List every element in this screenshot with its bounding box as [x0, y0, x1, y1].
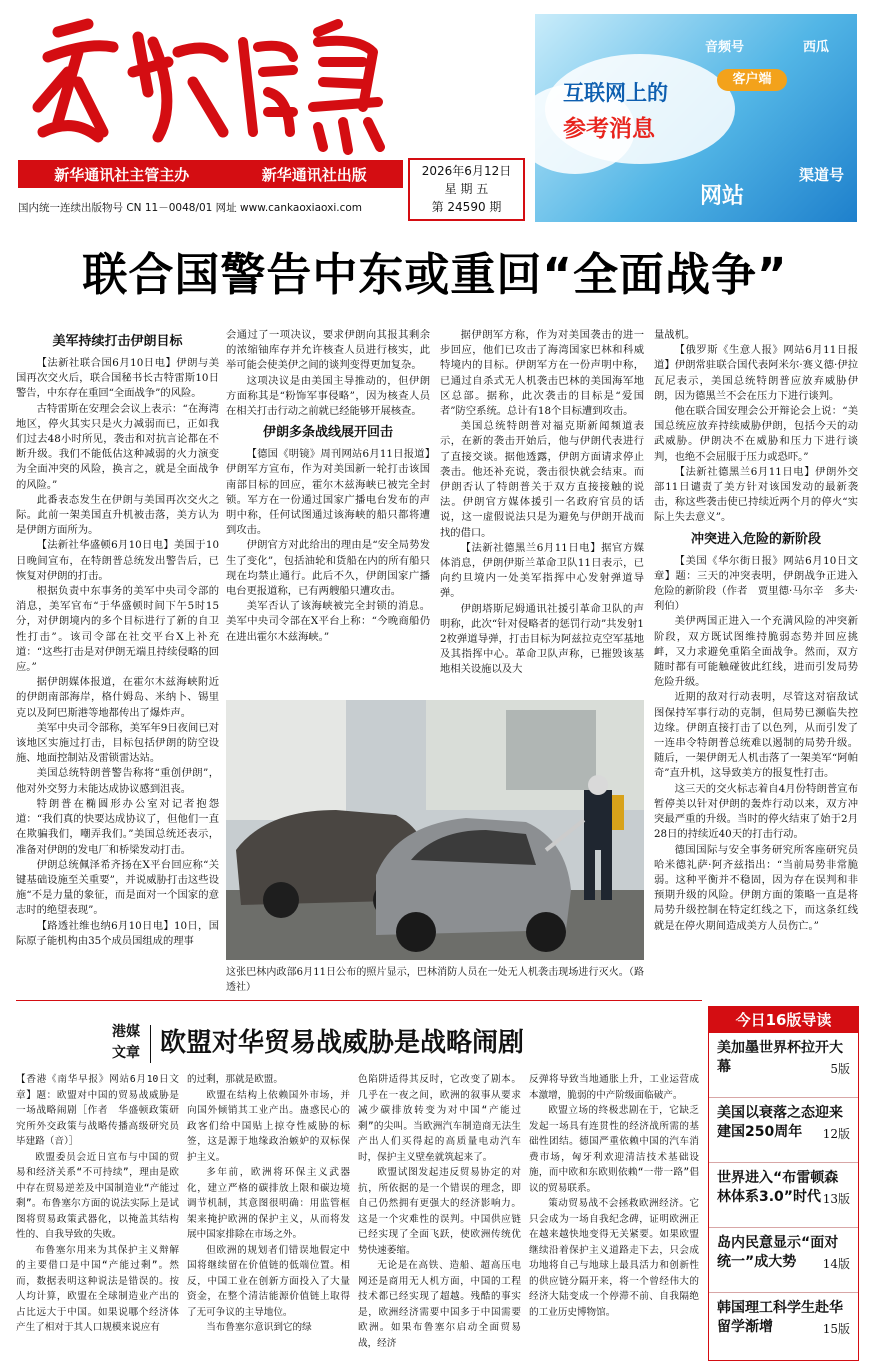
guide-item[interactable] — [709, 1228, 858, 1293]
para: 美国总统特朗普对福克斯新闻频道表示，在新的袭击开始后，他与伊朗代表进行了直接交谈。据他透露，伊朗方面请求停止袭击。他还补充说，袭击很快就会结束。而伊朗否认了特朗普关于双方直接接触的说法。伊朗官方媒体援引一名政府官员的话说，这一虚假说法只是为避免与伊朗开战而找的借口。 — [440, 420, 644, 539]
para: 反弹将导致当地通胀上升，工业运营成本激增，脆弱的中产阶级面临破产。 — [529, 1074, 699, 1101]
para: 欧盟试图发起违反贸易协定的对抗，所依据的是一个错误的理念，即自己仍然拥有更强大的经济影响力。这是一个灾难性的误判。中国供应链已经实现了全面飞跃，使欧洲传统优势快速萎缩。 — [358, 1167, 521, 1256]
section2-tag-line2: 文章 — [112, 1045, 140, 1061]
main-headline: 联合国警告中东或重回“全面战争” — [82, 248, 788, 301]
para: 伊朗官方对此给出的理由是“安全局势发生了变化”，包括油轮和货船在内的所有船只现在均禁止通行。此后不久，伊朗国家广播电台更报道称，已有两艘船只遭攻击。 — [226, 539, 430, 598]
guide-item-page: 5版 — [830, 1062, 850, 1076]
ad-label-website: 网站 — [700, 184, 745, 209]
article-col-4 — [654, 328, 858, 993]
para: 色陷阱适得其反时，它改变了剧本。几乎在一夜之间，欧洲的叙事从要求减少碳排放转变为对中国“产能过剩”的尖叫。当欧洲汽车制造商无法生产出人们买得起的高质量电动汽车时，保护主义壁垒就筑起来了。 — [358, 1074, 521, 1163]
publisher-text: 新华通讯社出版 — [261, 165, 367, 184]
para: 美国总统特朗普警告称将“重创伊朗”，他对外交努力未能达成协议感到沮丧。 — [16, 767, 219, 795]
para: 策动贸易战不会拯救欧洲经济。它只会成为一场自我纪念碑，证明欧洲正在越来越快地变得无关紧要。如果欧盟继续沿着保护主义道路走下去，只会成功地将自己与地球上最具活力和创新性的供应链分隔开来，将一个曾经伟大的经济大陆变成一个停滞不前、自我隔绝的工业历史博物馆。 — [529, 1198, 699, 1318]
news-photo — [226, 700, 644, 960]
section2-tag — [104, 1022, 148, 1066]
para: 美军中央司令部称，美军年9日夜间已对该地区实施过打击，目标包括伊朗的防空设施、地面控制站及雷锁雷达站。 — [16, 721, 219, 765]
article-col-1 — [16, 328, 219, 993]
para: 据伊朗军方称，作为对美国袭击的进一步回应，他们已攻击了海湾国家巴林和科威特境内的目标。伊朗军方在一份声明中称，已通过自杀式无人机袭击巴林的美国海军地区总部。据称，此次袭击的目标是“爱国者”防空系统。总计有18个目标遭到攻击。 — [440, 329, 644, 418]
guide-item-title: 世界进入“布雷顿森林体系3.0”时代 — [717, 1170, 839, 1205]
para: 量战机。 — [654, 329, 696, 341]
para: 【法新社华盛顿6月10日电】美国于10日晚间宣布，在特朗普总统发出警告后，已恢复对伊朗的打击。 — [16, 539, 219, 582]
para: 近期的敌对行动表明，尽管这对宿敌试图保持军事行动的克制，但局势已濒临失控边缘。伊朗直接打击了以色列，从而引发了一连串令特朗普总统难以遏制的局势升级。随后，一架伊朗无人机击落了一架美军“阿帕奇”直升机，这导致美方的报复性打击。 — [654, 691, 858, 780]
guide-item[interactable] — [709, 1293, 858, 1358]
subhead-3: 冲突进入危险的新阶段 — [690, 531, 821, 547]
para: 这项决议是由美国主导推动的，但伊朗方面称其是“粉饰军事侵略”，因为核查人员在相关打击行动之前就已经能够开展核查。 — [226, 374, 430, 418]
para: 多年前，欧洲将环保主义武器化，建立严格的碳排放上限和碳边境调节机制，其意图很明确：用监管框架来掩护欧洲的保护主义，从而将发展中国家排除在市场之外。 — [187, 1167, 350, 1240]
subhead-2: 伊朗多条战线展开回击 — [262, 425, 393, 441]
guide-item-title: 岛内民意显示“面对统一”成大势 — [717, 1235, 839, 1270]
para: 【香港《南华早报》网站6月10日文章】题：欧盟对中国的贸易战威胁是一场战略闹剧［作者 华盛顿政策研究所外交政策与战略传播高级研究员毕建路（音）］ — [16, 1074, 179, 1147]
internet-ad-banner[interactable] — [535, 14, 857, 222]
para: 【德国《明镜》周刊网站6月11日报道】伊朗军方宣布，作为对美国新一轮打击该国南部目标的回应，霍尔木兹海峡已被完全封锁。军方在一份通过国家广播电台发布的声明中称，任何试图通过该海峡的船只都将遭到攻击。 — [226, 448, 430, 537]
para: 美伊两国正进入一个充满风险的冲突新阶段，双方既试图维持脆弱态势并回应挑衅，又力求避免重陷全面战争。然而，双方随时都有可能触碰彼此红线，进而引发局势危险升级。 — [654, 615, 858, 689]
para: 特朗普在椭圆形办公室对记者抱怨道：“我们真的快要达成协议了，但他们一直在欺骗我们，嘲弄我们。”美国总统还表示，准备对伊朗的发电厂和桥梁发动打击。 — [16, 797, 219, 856]
para: 根据负责中东事务的美军中央司令部的消息，美军官布“于华盛顿时间下午5时15分，对伊朗境内的多个目标进行了新的自卫性打击”。该司令部在社交平台X上补充道：“这些打击是对伊朗无端且持续侵略的回应。” — [16, 585, 219, 674]
para: 德国国际与安全事务研究所客座研究员哈米德礼萨·阿齐兹指出：“当前局势非常脆弱。这种平衡并不稳固，因为存在误判和非预期升级的风险。伊朗方面的策略一直是将局势升级控制在特定红线之下，而这条红线就是在停火期间造成美方人员伤亡。” — [654, 843, 858, 932]
guide-item[interactable] — [709, 1098, 858, 1163]
photo-caption: 这张巴林内政部6月11日公布的照片显示，巴林消防人员在一处无人机袭击现场进行灭火。（路透社） — [226, 967, 644, 993]
ad-line1: 互联网上的 — [563, 81, 668, 105]
ad-label-client: 客户端 — [717, 69, 787, 91]
section2-col-1 — [16, 1072, 179, 1364]
para: 【美国《华尔街日报》网站6月10日文章】题：三天的冲突表明，伊朗战争正进入危险的新阶段（作者 贾里德·马尔辛 多夫·利伯） — [654, 554, 858, 613]
sponsor-bar — [18, 160, 403, 188]
para: 【法新社德黑兰6月11日电】伊朗外交部11日谴责了美方针对该国发动的最新袭击，称这些袭击使已持续近两个月的停火“实际上失去意义”。 — [654, 465, 858, 524]
issue-weekday: 星 期 五 — [444, 181, 489, 196]
para: 【俄罗斯《生意人报》网站6月11日报道】伊朗常驻联合国代表阿米尔·赛义德·伊拉瓦尼表示，美国总统特朗普应放弃威胁伊朗，因为德黑兰不会在压力下进行谈判。 — [654, 344, 858, 402]
ad-label-xigua: 西瓜 — [803, 40, 830, 55]
section2-tag-line1: 港媒 — [112, 1024, 140, 1040]
guide-item-title: 美国以衰落之态迎来建国250周年 — [717, 1105, 843, 1140]
guide-item-title: 韩国理工科学生赴华留学渐增 — [717, 1300, 843, 1335]
guide-item-page: 15版 — [822, 1322, 850, 1336]
para: 伊朗塔斯尼姆通讯社援引革命卫队的声明称，此次“针对侵略者的惩罚行动”共发射12枚弹道导弹，打击目标为阿兹拉克空军基地及其指挥中心。革命卫队声称，已摧毁该基地相关设施以及大 — [440, 602, 644, 676]
section2-col-3 — [358, 1072, 521, 1364]
guide-item-page: 12版 — [822, 1127, 850, 1141]
para: 欧盟立场的终极悲剧在于，它缺乏发起一场具有连贯性的经济战所需的基础性团结。德国严重依赖中国的汽车消费市场，匈牙利欢迎清洁技术基础设施，而中欧和东欧则依赖“一带一路”倡议的贸易联系。 — [529, 1105, 699, 1194]
para: 他在联合国安理会公开辩论会上说：“美国总统应放弃持续威胁伊朗，包括今天的动武威胁。伊朗决不在威胁和压力下进行谈判，也绝不会屈服于压力或恐吓。” — [654, 405, 858, 463]
section2-col-2 — [187, 1072, 350, 1364]
para: 【路透社维也纳6月10日电】10日，国际原子能机构由35个成员国组成的理事 — [16, 919, 219, 947]
guide-item[interactable] — [709, 1033, 858, 1098]
burned-cars-photo — [226, 700, 644, 960]
issue-date: 2026年6月12日 — [421, 163, 512, 178]
article-col-2 — [226, 328, 430, 694]
para: 无论是在高铁、造船、超高压电网还是商用无人机方面，中国的工程技术都已经实现了超越。残酷的事实是，欧洲经济需要中国多于中国需要欧洲。如果布鲁塞尔启动全面贸易战，经济 — [358, 1260, 521, 1349]
para: 布鲁塞尔用来为其保护主义辩解的主要借口是中国“产能过剩”。然而，数据表明这种说法是错误的。按人均计算，欧盟在全球制造业产出的占比远大于中国。如果说哪个经济体产生了相对于其人口规模来说应有 — [16, 1244, 179, 1333]
article-col-3 — [440, 328, 644, 694]
subhead-1: 美军持续打击伊朗目标 — [52, 334, 183, 349]
guide-item[interactable] — [709, 1163, 858, 1228]
section2-col-4 — [529, 1072, 699, 1364]
ad-line2: 参考消息 — [563, 116, 655, 142]
para: 当布鲁塞尔意识到它的绿 — [206, 1322, 312, 1333]
guide-title: 今日16版导读 — [709, 1007, 858, 1033]
para: 此番表态发生在伊朗与美国再次交火之际。此前一架美国直升机被击落，美方认为是伊朗方面所为。 — [16, 493, 219, 537]
masthead-calligraphy — [18, 12, 398, 157]
section2-headline: 欧盟对华贸易战威胁是战略闹剧 — [160, 1028, 525, 1058]
tag-divider — [150, 1025, 151, 1063]
para: 欧盟委员会近日宣布与中国的贸易和经济关系“不可持续”，理由是欧中存在贸易逆差及中国制造业“产能过剩”。布鲁塞尔方面的说法实际上是试图将贸易政策武器化，以掩盖其结构性的、自我导致的失败。 — [16, 1151, 179, 1240]
guide-item-page: 14版 — [822, 1257, 850, 1271]
para: 伊朗总统佩泽希齐扬在X平台回应称“关键基础设施至关重要”，并说威胁打击这些设施“不是力量的象征，而是面对一个国家的意志时的绝望表现”。 — [16, 858, 219, 917]
para: 【法新社联合国6月10日电】伊朗与美国再次交火后，联合国秘书长古特雷斯10日警告，中东存在重回“全面战争”的风险。 — [16, 357, 219, 400]
para: 古特雷斯在安理会会议上表示：“在海湾地区，停火其实只是火力减弱而已，正如我们过去48小时所见，袭击和对抗言论都在不断升级。我们不能低估这种减弱的火力演变为全面冲突的风险，换言之，就是全面战争的风险。” — [16, 402, 219, 491]
para: 会通过了一项决议，要求伊朗向其报其剩余的浓缩铀库存并允许核查人员进行核实，此举可能会使美伊之间的谈判变得更加复杂。 — [226, 329, 430, 372]
ad-label-audio: 音频号 — [705, 40, 745, 55]
para: 据伊朗媒体报道，在霍尔木兹海峡附近的伊朗南部海岸，格什姆岛、米纳卜、锡里克以及阿巴斯港等地都传出了爆炸声。 — [16, 676, 219, 719]
para: 这三天的交火标志着自4月份特朗普宣布暂停美以针对伊朗的轰炸行动以来，双方冲突最严重的升级。当时的停火结束了始于2月28日的持续近40天的打击行动。 — [654, 782, 858, 841]
ad-label-channel: 渠道号 — [799, 166, 845, 184]
sponsor-text: 新华通讯社主管主办 — [54, 165, 190, 184]
para: 但欧洲的规划者们错误地假定中国将继续留在价值链的低端位置。相反，中国工业在创新方面投入了大量资金，在整个清洁能源价值链上取得了无可争议的主导地位。 — [187, 1244, 350, 1318]
registration-info: 国内统一连续出版物号 CN 11－0048/01 网址 www.cankaoxiaoxi.com — [18, 202, 363, 214]
todays-guide — [708, 1006, 859, 1361]
guide-item-title: 美加墨世界杯拉开大幕 — [717, 1040, 843, 1075]
issue-date-box — [408, 158, 525, 221]
para: 美军否认了该海峡被完全封锁的消息。美军中央司令部在X平台上称：“今晚商船仍在进出霍尔木兹海峡。” — [226, 600, 430, 643]
para: 的过剩，那就是欧盟。 — [187, 1074, 283, 1085]
issue-number: 第 24590 期 — [431, 200, 502, 215]
section-divider — [16, 1000, 702, 1001]
para: 【法新社德黑兰6月11日电】据官方媒体消息，伊朗伊斯兰革命卫队11日表示，已向约旦境内一处美军指挥中心发射弹道导弹。 — [440, 541, 644, 600]
guide-item-page: 13版 — [822, 1192, 850, 1206]
para: 欧盟在结构上依赖国外市场，并向国外倾销其工业产出。蛊惑民心的政客们给中国贴上掠夺性威胁的标签，这是源于地缘政治嫉妒的双标保护主义。 — [187, 1089, 350, 1163]
masthead-logo — [18, 12, 398, 157]
